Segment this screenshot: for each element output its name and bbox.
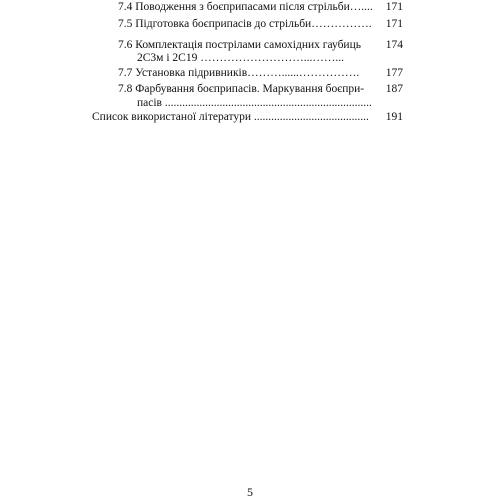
toc-entry-7-5-page: 171 [385,18,403,30]
page-number: 5 [247,485,253,499]
toc-entry-7-7-page: 177 [385,67,403,79]
toc-entry-7-8-page: 187 [385,83,403,95]
toc-entry-7-4-line-1: 7.4 Поводження з боєприпасами після стрільби….... [118,1,373,13]
toc-entry-7-6-line-2: 2С3м і 2С19 ………………………...……... [137,52,344,64]
toc-entry-7-6-line-1: 7.6 Комплектація пострілами самохідних гаубиць [118,39,361,51]
toc-entry-7-5-line-1: 7.5 Підготовка боєприпасів до стрільби……………. [118,18,372,30]
toc-entry-7-8-line-1: 7.8 Фарбування боєприпасів. Маркування боєпри- [118,83,365,95]
toc-entry-7-4-page: 171 [385,1,403,13]
toc-entry-7-8-line-2: пасів ........................................................................ [137,97,372,109]
toc-entry-7-6-page: 174 [385,39,403,51]
toc-entry-7-7-line-1: 7.7 Установка підривників………......……………. [118,67,360,79]
toc-entry-references-line-1: Список використаної літератури ........................................ [92,111,369,123]
toc-entry-references-page: 191 [385,111,403,123]
